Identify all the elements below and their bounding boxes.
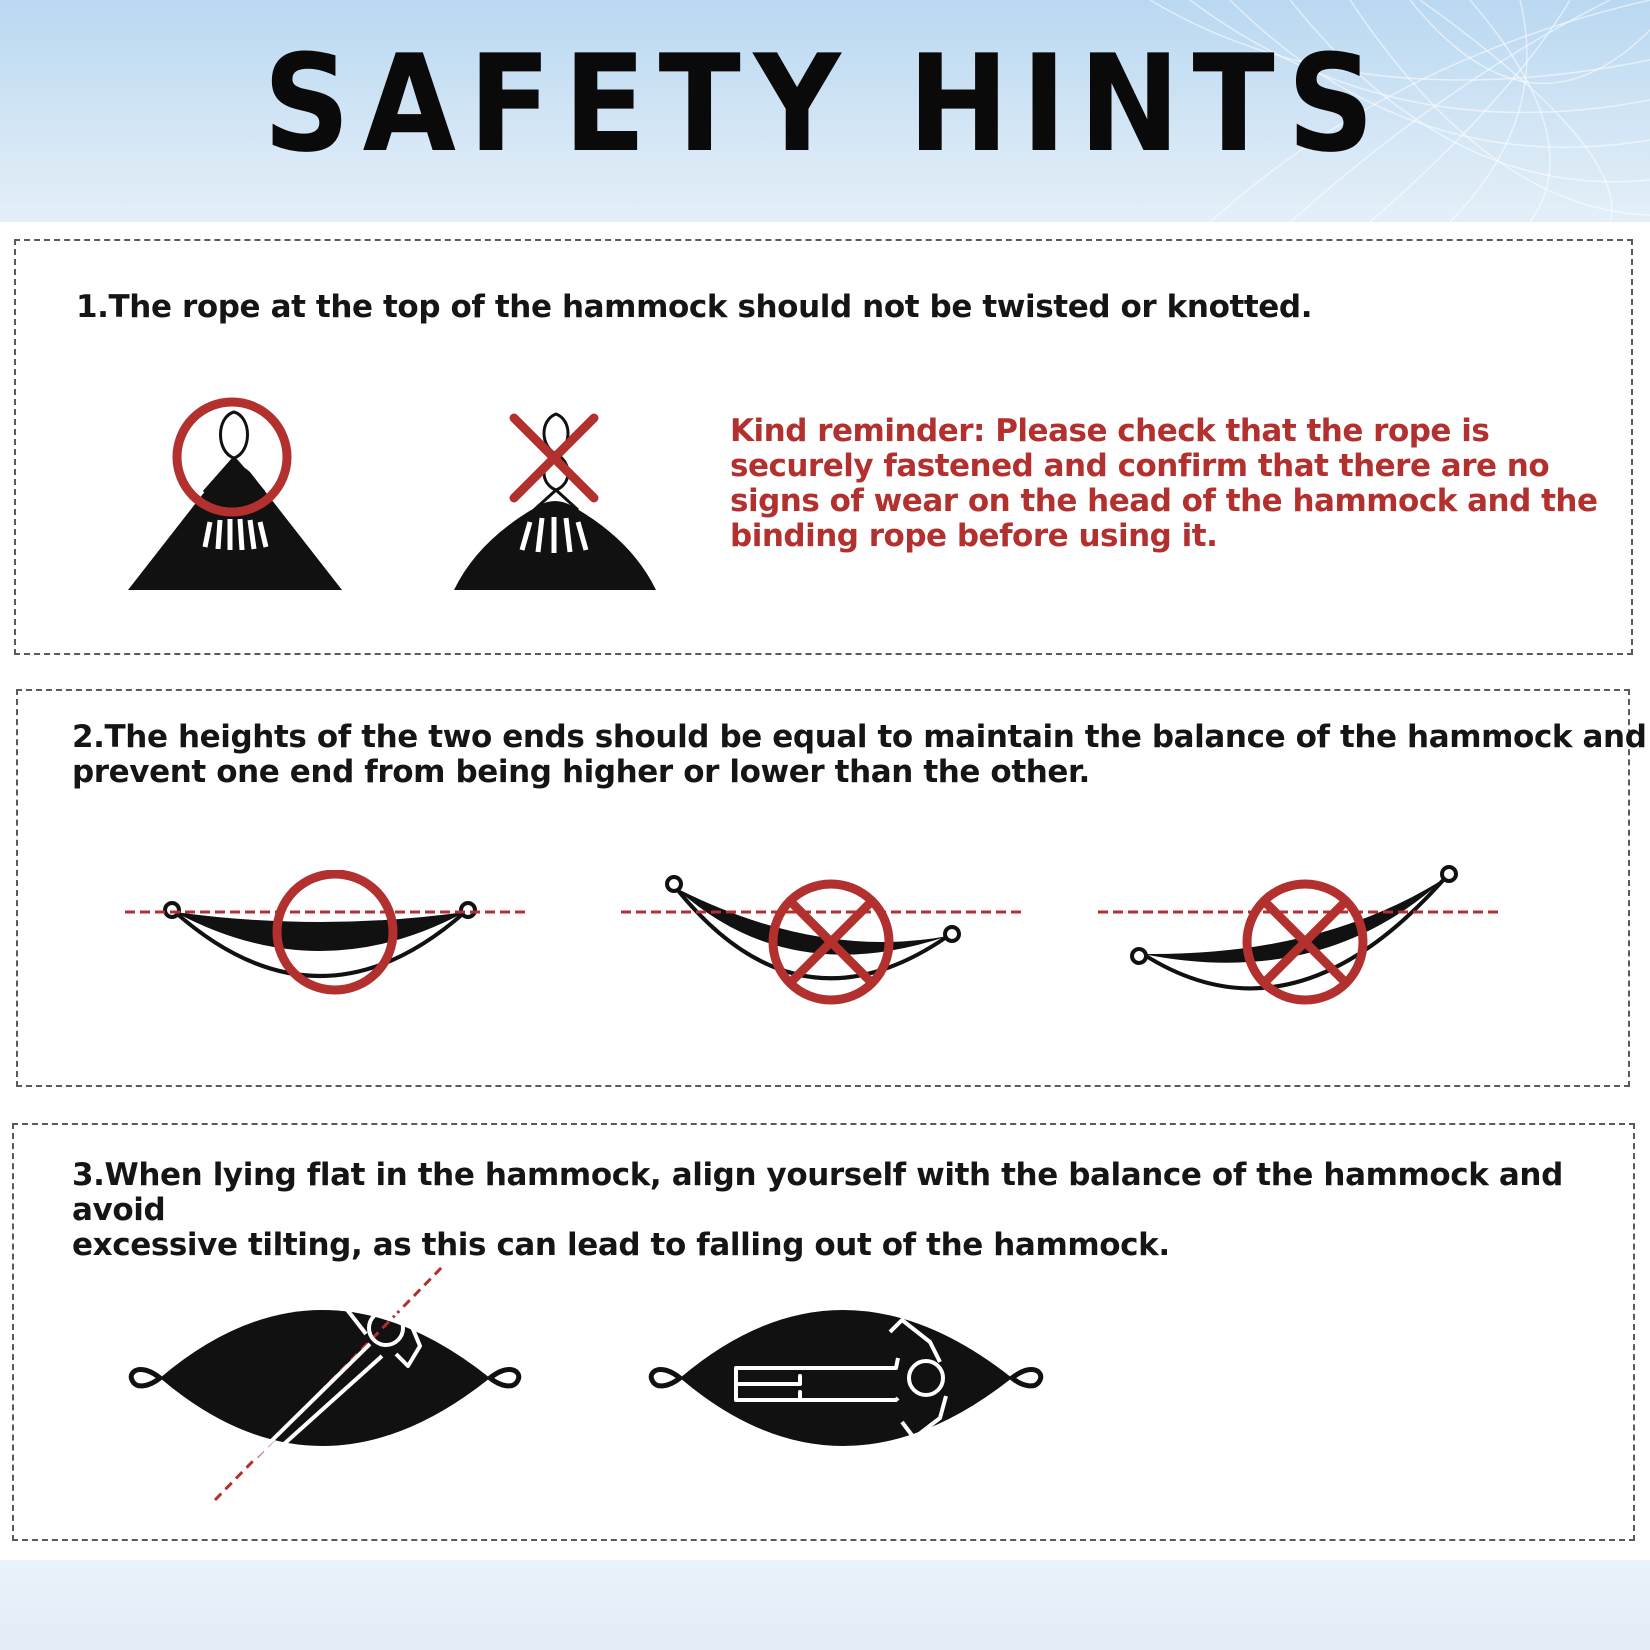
- header-banner: [0, 0, 1650, 222]
- kind-reminder-label: Kind reminder:: [730, 413, 985, 449]
- footer-strip: [0, 1560, 1650, 1650]
- person-lying-diagonal-icon: [120, 1262, 540, 1512]
- level-hammock-correct-icon: [120, 870, 530, 1030]
- section-3-heading-line-2: excessive tilting, as this can lead to falling out of the hammock.: [72, 1227, 1170, 1263]
- right-end-higher-wrong-icon: [1093, 860, 1503, 1030]
- wrong-twisted-rope-icon: [448, 410, 663, 597]
- section-1-heading: 1.The rope at the top of the hammock should not be twisted or knotted.: [76, 289, 1313, 325]
- left-end-higher-wrong-icon: [618, 870, 1028, 1030]
- person-lying-straight-icon: [640, 1272, 1060, 1492]
- section-2-heading: [72, 720, 1647, 790]
- kind-reminder-body: Please check that the rope is securely fastened and confirm that there are no signs of wear on the head of the hammock and the binding rope before using it.: [730, 413, 1598, 554]
- correct-untwisted-rope-icon: [120, 392, 350, 597]
- kind-reminder-text: [730, 414, 1610, 554]
- section-2-heading-line-2: prevent one end from being higher or lower than the other.: [72, 754, 1090, 790]
- page-title: SAFETY HINTS: [263, 26, 1387, 182]
- section-2-heading-line-1: 2.The heights of the two ends should be equal to maintain the balance of the hammock and: [72, 719, 1647, 755]
- section-3-heading-line-1: 3.When lying flat in the hammock, align yourself with the balance of the hammock and avoid: [72, 1157, 1563, 1228]
- section-3-heading: [72, 1158, 1650, 1263]
